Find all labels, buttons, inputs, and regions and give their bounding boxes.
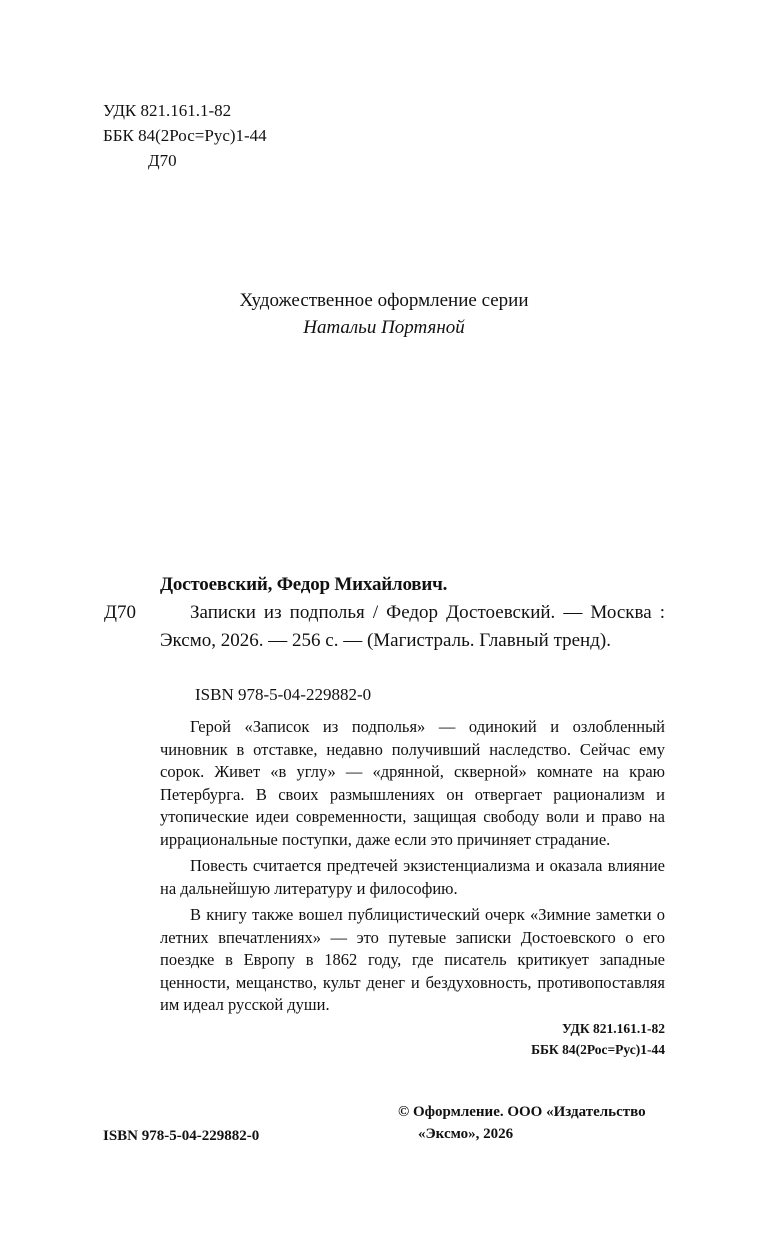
footer-bbk: ББК 84(2Рос=Рус)1-44 (531, 1042, 665, 1057)
design-credit-line: Художественное оформление серии (239, 290, 529, 311)
annotation-paragraph: Герой «Записок из подполья» — одинокий и озлобленный чиновник в отставке, недавно получивший наследство. Сейчас ему сорок. Живет «в углу» — «дрянной, скверной» комнате на краю Петербурга. В своих размышлениях он отвергает рационализм и утопические идеи современности, защищая свободу воли и право на иррациональные поступки, даже если это причиняет страдание. (160, 717, 665, 849)
catalog-description: Записки из подполья / Федор Достоевский. — Москва : Эксмо, 2026. — 256 с. — (Магистраль. Главный тренд). (160, 602, 665, 651)
bbk-code: ББК 84(2Рос=Рус)1-44 (103, 126, 267, 145)
catalog-author-mark: Д70 (104, 602, 136, 623)
design-artist: Натальи Портяной (303, 317, 465, 338)
copyright-line: «Эксмо», 2026 (418, 1126, 514, 1142)
catalog-isbn: ISBN 978-5-04-229882-0 (195, 685, 372, 704)
annotation-paragraph: Повесть считается предтечей экзистенциализма и оказала влияние на дальнейшую литературу и философию. (160, 856, 665, 898)
footer-classification (0, 1018, 665, 1060)
author-mark: Д70 (148, 151, 177, 170)
annotation-paragraph: В книгу также вошел публицистический очерк «Зимние заметки о летних впечатлениях» — это путевые записки Достоевского о его поездке в Европу в 1862 году, где писатель критикует западные ценности, мещанство, культ денег и бездуховность, противопоставляя им идеал русской души. (160, 905, 665, 1014)
catalog-author: Достоевский, Федор Михайлович. (160, 574, 448, 595)
copyright-line: © Оформление. ООО «Издательство (398, 1104, 646, 1120)
footer-isbn: ISBN 978-5-04-229882-0 (103, 1128, 260, 1144)
udk-code: УДК 821.161.1-82 (103, 101, 232, 120)
footer-udk: УДК 821.161.1-82 (562, 1021, 665, 1036)
classification-block (103, 98, 267, 173)
design-credit (0, 287, 768, 341)
annotation (160, 716, 665, 1021)
catalog-record (160, 571, 665, 655)
copyright (398, 1101, 646, 1145)
